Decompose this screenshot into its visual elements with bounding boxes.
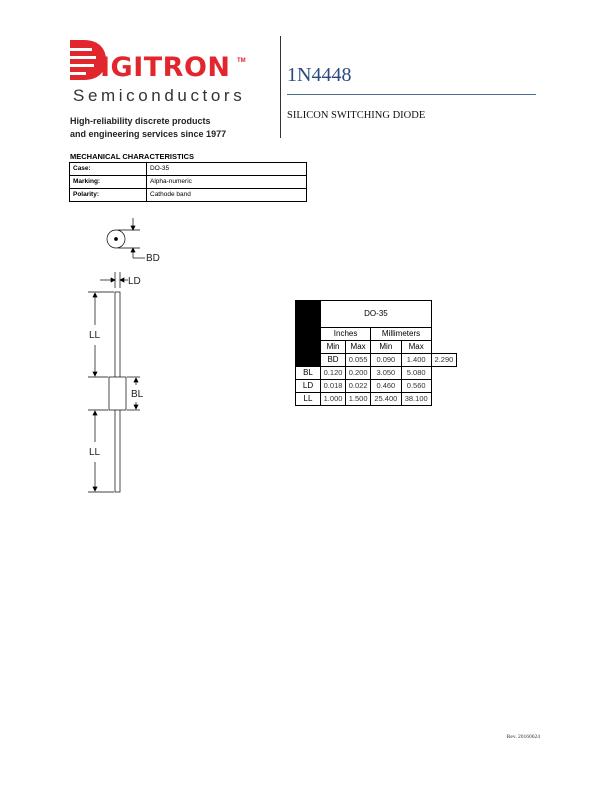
cell-value: 1.400 — [401, 354, 431, 367]
tagline-line-2: and engineering services since 1977 — [70, 129, 227, 139]
bd-label: BD — [146, 253, 160, 264]
logo-subtitle: Semiconductors — [73, 86, 246, 105]
case-label: Case: — [70, 163, 147, 176]
cell-value: 0.022 — [346, 380, 371, 393]
cell-value: 0.120 — [321, 367, 346, 380]
table-row — [296, 354, 457, 367]
tagline-line-1: High-reliability discrete products — [70, 116, 211, 126]
mechanical-table — [69, 162, 307, 202]
header-divider — [280, 36, 281, 138]
table-row — [70, 176, 307, 189]
subheader-min: Min — [321, 341, 346, 354]
bl-label: BL — [131, 389, 144, 400]
cell-value: 0.055 — [346, 354, 371, 367]
table-row — [296, 380, 457, 393]
ll-top-label: LL — [89, 330, 101, 341]
row-symbol: LL — [296, 393, 321, 406]
part-description: SILICON SWITCHING DIODE — [287, 110, 426, 121]
table-row — [70, 189, 307, 202]
table-row — [296, 393, 457, 406]
row-symbol: LD — [296, 380, 321, 393]
cell-value: 25.400 — [371, 393, 401, 406]
subheader-max: Max — [401, 341, 431, 354]
millimeters-header: Millimeters — [371, 328, 432, 341]
polarity-label: Polarity: — [70, 189, 147, 202]
cell-value: 1.500 — [346, 393, 371, 406]
polarity-value: Cathode band — [147, 189, 307, 202]
table-corner — [296, 301, 321, 367]
dimensions-table — [295, 300, 457, 406]
package-outline-diagram — [60, 210, 190, 500]
cell-value: 0.090 — [371, 354, 401, 367]
cell-value: 0.560 — [401, 380, 431, 393]
ll-bottom-label: LL — [89, 447, 101, 458]
marking-label: Marking: — [70, 176, 147, 189]
cell-value: 0.018 — [321, 380, 346, 393]
cell-value: 2.290 — [431, 354, 456, 367]
marking-value: Alpha-numeric — [147, 176, 307, 189]
subheader-min: Min — [371, 341, 401, 354]
row-symbol: BD — [321, 354, 346, 367]
part-number: 1N4448 — [287, 64, 352, 86]
mechanical-title: MECHANICAL CHARACTERISTICS — [70, 152, 195, 161]
table-row — [296, 328, 457, 341]
subheader-max: Max — [346, 341, 371, 354]
row-symbol: BL — [296, 367, 321, 380]
cell-value: 3.050 — [371, 367, 401, 380]
cell-value: 5.080 — [401, 367, 431, 380]
cell-value: 0.200 — [346, 367, 371, 380]
diode-body — [109, 377, 126, 410]
ld-label: LD — [128, 276, 141, 287]
case-value: DO-35 — [147, 163, 307, 176]
inches-header: Inches — [321, 328, 371, 341]
company-tagline — [70, 115, 270, 141]
cell-value: 1.000 — [321, 393, 346, 406]
table-row — [296, 367, 457, 380]
table-row — [296, 341, 457, 354]
package-header: DO-35 — [321, 301, 432, 328]
revision-note: Rev. 20160624 — [506, 734, 540, 740]
table-row — [70, 163, 307, 176]
table-row — [296, 301, 457, 328]
title-rule — [287, 94, 536, 95]
cell-value: 0.460 — [371, 380, 401, 393]
logo-trademark: TM — [237, 58, 246, 64]
logo-wordmark: IGITRON — [100, 52, 231, 83]
cell-value: 38.100 — [401, 393, 431, 406]
